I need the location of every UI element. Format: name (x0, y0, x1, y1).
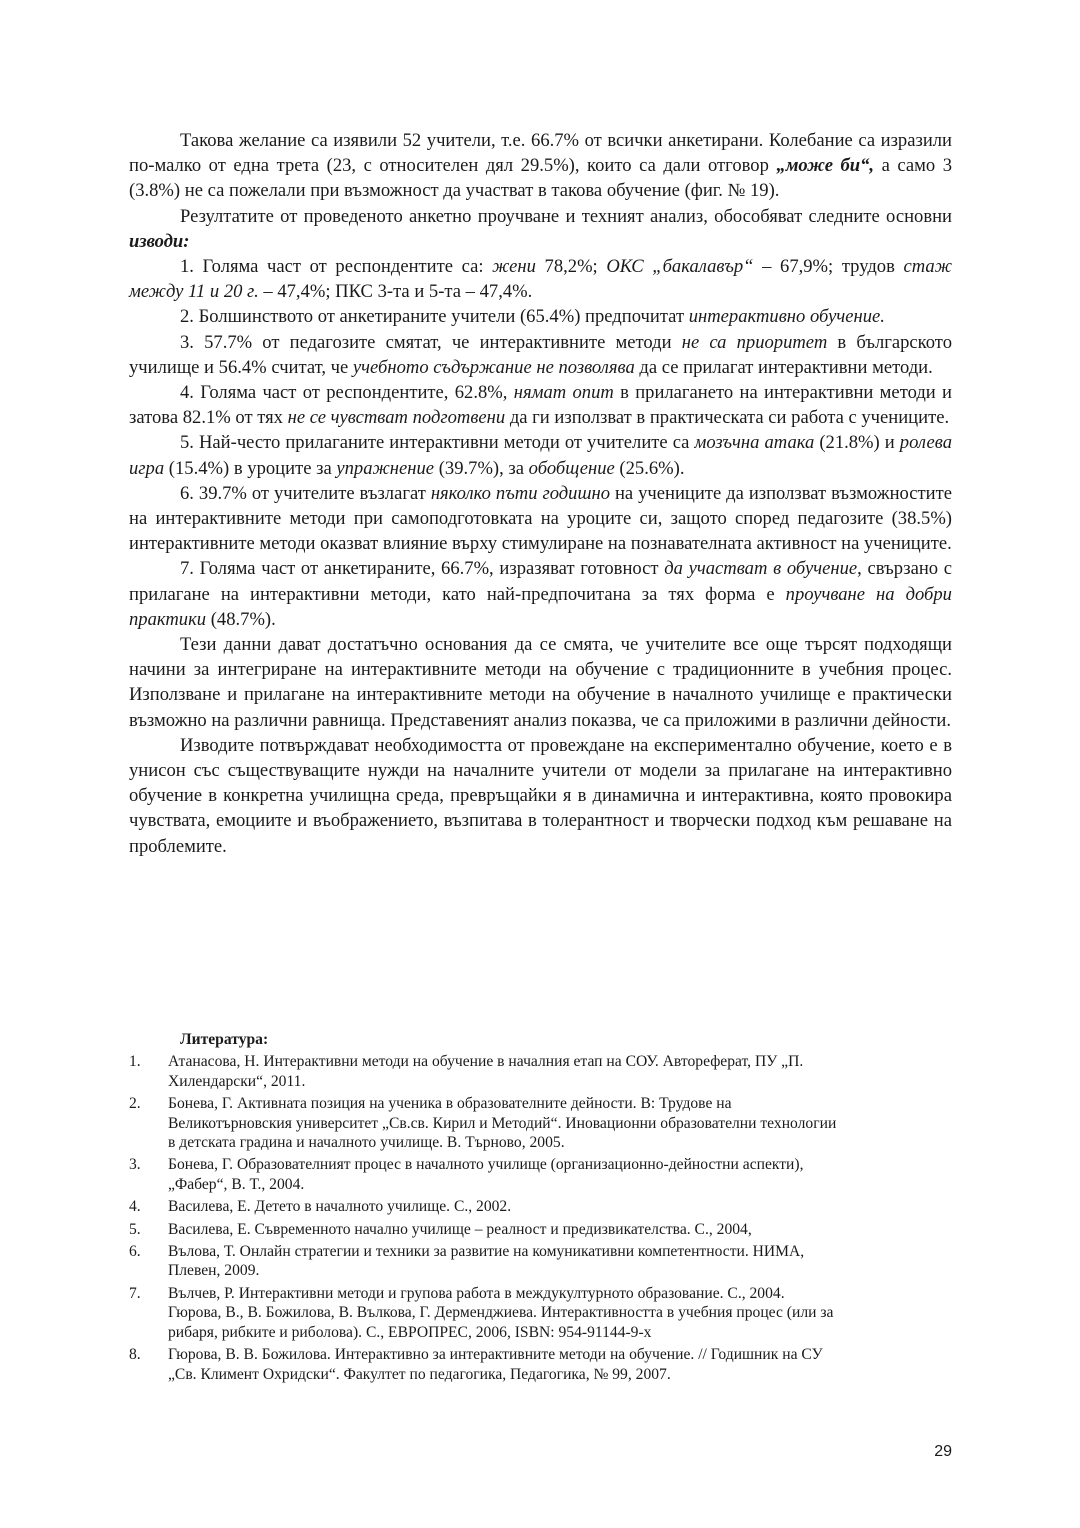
reference-line: „Фабер“, В. Т., 2004. (168, 1175, 305, 1193)
conclusion-4: 4. Голяма част от респондентите, 62.8%, нямат опит в прилагането на интерактивни методи и затова 82.1% от тях не се чувстват подготвени да ги използват в практическата си работа с учениците. (129, 382, 952, 429)
reference-text (168, 1094, 954, 1152)
page-number: 29 (934, 1443, 952, 1460)
reference-line: „Св. Климент Охридски“. Факултет по педагогика, Педагогика, № 99, 2007. (168, 1365, 671, 1383)
reference-text (168, 1284, 954, 1342)
reference-number: 8. (129, 1346, 141, 1364)
reference-line: Атанасова, Н. Интерактивни методи на обучение в началния етап на СОУ. Автореферат, ПУ „П. (168, 1053, 804, 1071)
reference-item (129, 1197, 954, 1216)
paragraph-2: Резултатите от проведеното анкетно проучване и техният анализ, обособяват следните основни изводи: (129, 205, 952, 252)
reference-number: 7. (129, 1284, 141, 1302)
conclusion-5: 5. Най-често прилаганите интерактивни методи от учителите са мозъчна атака (21.8%) и ролева игра (15.4%) в уроците за упражнение (39.7%), за обобщение (25.6%). (129, 432, 952, 479)
emphasis-may-be: „може би“, (776, 155, 875, 177)
conclusion-7: 7. Голяма част от анкетираните, 66.7%, изразяват готовност да участват в обучение, свързано с прилагане на интерактивни методи, като най-предпочитана за тях форма е проучване на добри практики (48.7%). (129, 558, 953, 630)
reference-item (129, 1220, 954, 1239)
reference-item (129, 1242, 954, 1281)
body-text (129, 128, 952, 859)
reference-text (168, 1155, 954, 1194)
reference-number: 3. (129, 1156, 141, 1174)
reference-line: Вълчев, Р. Интерактивни методи и групова работа в междукултурното образование. С., 2004. (168, 1284, 785, 1302)
conclusion-1: 1. Голяма част от респондентите са: жени 78,2%; ОКС „бакалавър“ – 67,9%; трудов стаж между 11 и 20 г. – 47,4%; ПКС 3-та и 5-та – 47,4%. (129, 256, 952, 303)
reference-line: Великотърновския университет „Св.св. Кирил и Методий“. Иновационни образователни технологии (168, 1114, 837, 1132)
references-list (129, 1052, 954, 1384)
reference-line: Василева, Е. Детето в началното училище. С., 2002. (168, 1198, 512, 1216)
conclusion-2: 2. Болшинството от анкетираните учители (65.4%) предпочитат интерактивно обучение. (180, 306, 885, 328)
conclusion-3: 3. 57.7% от педагозите смятат, че интерактивните методи не са приоритет в българското училище и 56.4% считат, че учебното съдържание не позволява да се прилагат интерактивни методи. (129, 331, 952, 378)
reference-line: Вълова, Т. Онлайн стратегии и техники за развитие на комуникативни компетентности. НИМА, (168, 1243, 805, 1261)
reference-number: 2. (129, 1095, 141, 1113)
reference-line: Бонева, Г. Образователният процес в началното училище (организационно-дейностни аспекти), (168, 1156, 804, 1174)
references-section (129, 1030, 954, 1384)
reference-item (129, 1094, 954, 1152)
reference-item (129, 1052, 954, 1091)
conclusion-6: 6. 39.7% от учителите възлагат няколко пъти годишно на учениците да използват възможностите на интерактивните методи при самоподготовката на уроците си, защото според педагозите (38.5%) интерактивните методи оказват влияние върху стимулиране на познавателната активност на учениците. (129, 482, 952, 555)
reference-number: 5. (129, 1220, 141, 1238)
reference-text (168, 1197, 954, 1216)
reference-line: Плевен, 2009. (168, 1262, 260, 1280)
reference-item (129, 1155, 954, 1194)
reference-number: 6. (129, 1243, 141, 1261)
paragraph-1: Такова желание са изявили 52 учители, т.е. 66.7% от всички анкетирани. Колебание са изразили по-малко от една трета (23, с относителен дял 29.5%), които са дали отговор „може би“, а само 3 (3.8%) не са пожелали при възможност да участват в такова обучение (фиг. № 19). (129, 130, 952, 202)
reference-item (129, 1345, 954, 1384)
reference-line: Василева, Е. Съвременното начално училище – реалност и предизвикателства. С., 2004, (168, 1220, 752, 1238)
reference-number: 1. (129, 1053, 141, 1071)
reference-line: Бонева, Г. Активната позиция на ученика в образователните дейности. В: Трудове на (168, 1095, 732, 1113)
reference-item (129, 1284, 954, 1342)
reference-number: 4. (129, 1198, 141, 1216)
reference-text (168, 1345, 954, 1384)
reference-line: в детската градина и началното училище. В. Търново, 2005. (168, 1134, 565, 1152)
reference-line: рибаря, рибките и риболова). С., ЕВРОПРЕС, 2006, ISBN: 954-91144-9-х (168, 1323, 652, 1341)
reference-line: Гюрова, В. В. Божилова. Интерактивно за интерактивните методи на обучение. // Годишник на СУ (168, 1346, 823, 1364)
reference-line: Гюрова, В., В. Божилова, В. Вълкова, Г. Дерменджиева. Интерактивността в учебния процес (или за (168, 1304, 834, 1322)
reference-text (168, 1242, 954, 1281)
paragraph-final: Изводите потвърждават необходимостта от провеждане на експериментално обучение, което е в унисон със съществуващите нужди на началните учители от модели за прилагане на интерактивно обучение в конкретна училищна среда, превръщайки я в динамична и интерактивна, която провокира чувствата, емоциите и въображението, възпитава в толерантност и творчески подход към решаване на проблемите. (129, 734, 952, 857)
paragraph-summary: Тези данни дават достатъчно основания да се смята, че учителите все още търсят подходящи начини за интегриране на интерактивните методи на обучение с традиционните в учебния процес. Използване и прилагане на интерактивните методи на обучение в началното училище е практически възможно на различни равнища. Представеният анализ показва, че са приложими в различни дейности. (129, 634, 952, 731)
emphasis-conclusions: изводи: (129, 230, 190, 252)
reference-text (168, 1052, 954, 1091)
reference-text (168, 1220, 954, 1239)
references-title: Литература: (180, 1031, 269, 1048)
reference-line: Хилендарски“, 2011. (168, 1072, 306, 1090)
